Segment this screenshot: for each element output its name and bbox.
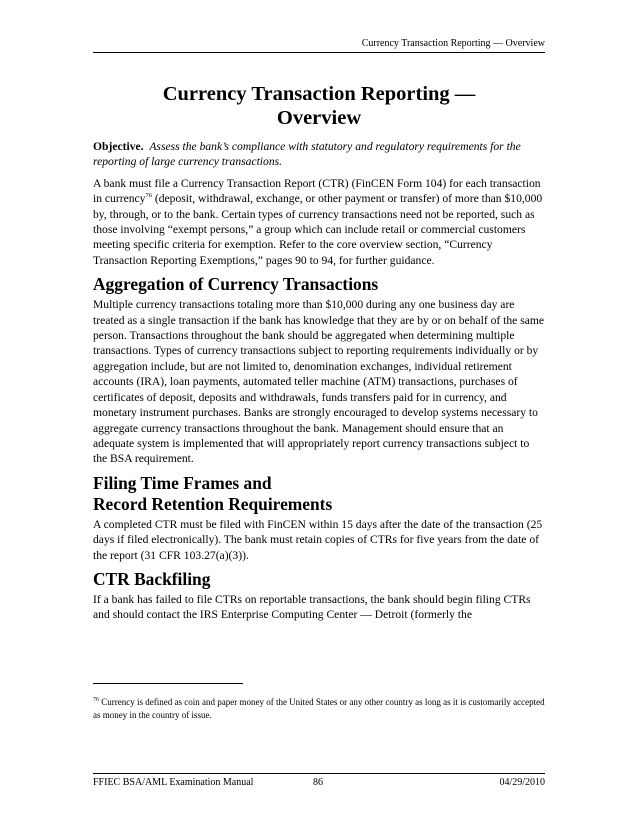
backfiling-heading: CTR Backfiling (93, 568, 211, 589)
page-title (93, 82, 545, 130)
header-rule (93, 52, 545, 53)
filing-heading-line-1: Filing Time Frames and (93, 472, 272, 493)
footer-manual-title: FFIEC BSA/AML Examination Manual (93, 777, 254, 788)
aggregation-heading: Aggregation of Currency Transactions (93, 274, 379, 295)
page-title-line-2: Overview (276, 107, 362, 129)
footer-page-number: 86 (313, 777, 323, 788)
footnote-text: Currency is defined as coin and paper money of the United States or any other country as long as it is customarily accepted as money in the country of issue. (93, 697, 545, 720)
aggregation-paragraph: Multiple currency transactions totaling more than $10,000 during any one business day are treated as a single transaction if the bank has knowledge that they are by or on behalf of the same person. Transactions throughout the bank should be aggregated when determining multiple transactions. Types of currency transactions subject to reporting requirements individually or by aggregation include, but are not limited to, denomination exchanges, individual retirement accounts (IRA), loan payments, automated teller machine (ATM) transactions, purchases of certificates of deposit, deposits and withdrawals, funds transfers paid for in currency, and monetary instrument purchases. Banks are strongly encouraged to develop systems necessary to aggregate currency transactions throughout the bank. Management should ensure that an adequate system is implemented that will appropriately report currency transactions subject to the BSA requirement. (93, 298, 545, 466)
backfiling-paragraph: If a bank has failed to file CTRs on reportable transactions, the bank should begin filing CTRs and should contact the IRS Enterprise Computing Center — Detroit (formerly the (93, 592, 531, 622)
filing-heading (93, 473, 545, 515)
intro-text-before-note: A bank must file a Currency Transaction Report (CTR) (FinCEN Form 104) for each transaction in currency (93, 176, 541, 206)
objective-paragraph (93, 139, 545, 170)
footnote (93, 696, 545, 722)
page-title-line-1: Currency Transaction Reporting — (162, 83, 476, 105)
footnote-reference[interactable]: 76 (145, 192, 152, 200)
footnote-separator (93, 683, 243, 684)
footer-rule (93, 773, 545, 774)
objective-label: Objective. (93, 140, 144, 153)
intro-text-after-note: (deposit, withdrawal, exchange, or other payment or transfer) of more than $10,000 by, through, or to the bank. Certain types of currency transactions need not be reported, such as those involving “exempt persons,” a group which can include retail or commercial customers meeting specific criteria for exemption. Refer to the core overview section, “Currency Transaction Reporting Exemptions,” pages 90 to 94, for further guidance. (93, 192, 543, 267)
running-header: Currency Transaction Reporting — Overview (361, 38, 545, 49)
filing-paragraph: A completed CTR must be filed with FinCEN within 15 days after the date of the transaction (25 days if filed electronically). The bank must retain copies of CTRs for five years from the date of the report (31 CFR 103.27(a)(3)). (93, 517, 543, 562)
intro-paragraph (93, 176, 545, 268)
footnote-number: 76 (93, 697, 99, 703)
filing-heading-line-2: Record Retention Requirements (93, 493, 333, 514)
footer-date: 04/29/2010 (499, 777, 545, 788)
objective-text: Assess the bank’s compliance with statutory and regulatory requirements for the reporting of large currency transactions. (93, 140, 521, 169)
page-body (93, 82, 545, 629)
